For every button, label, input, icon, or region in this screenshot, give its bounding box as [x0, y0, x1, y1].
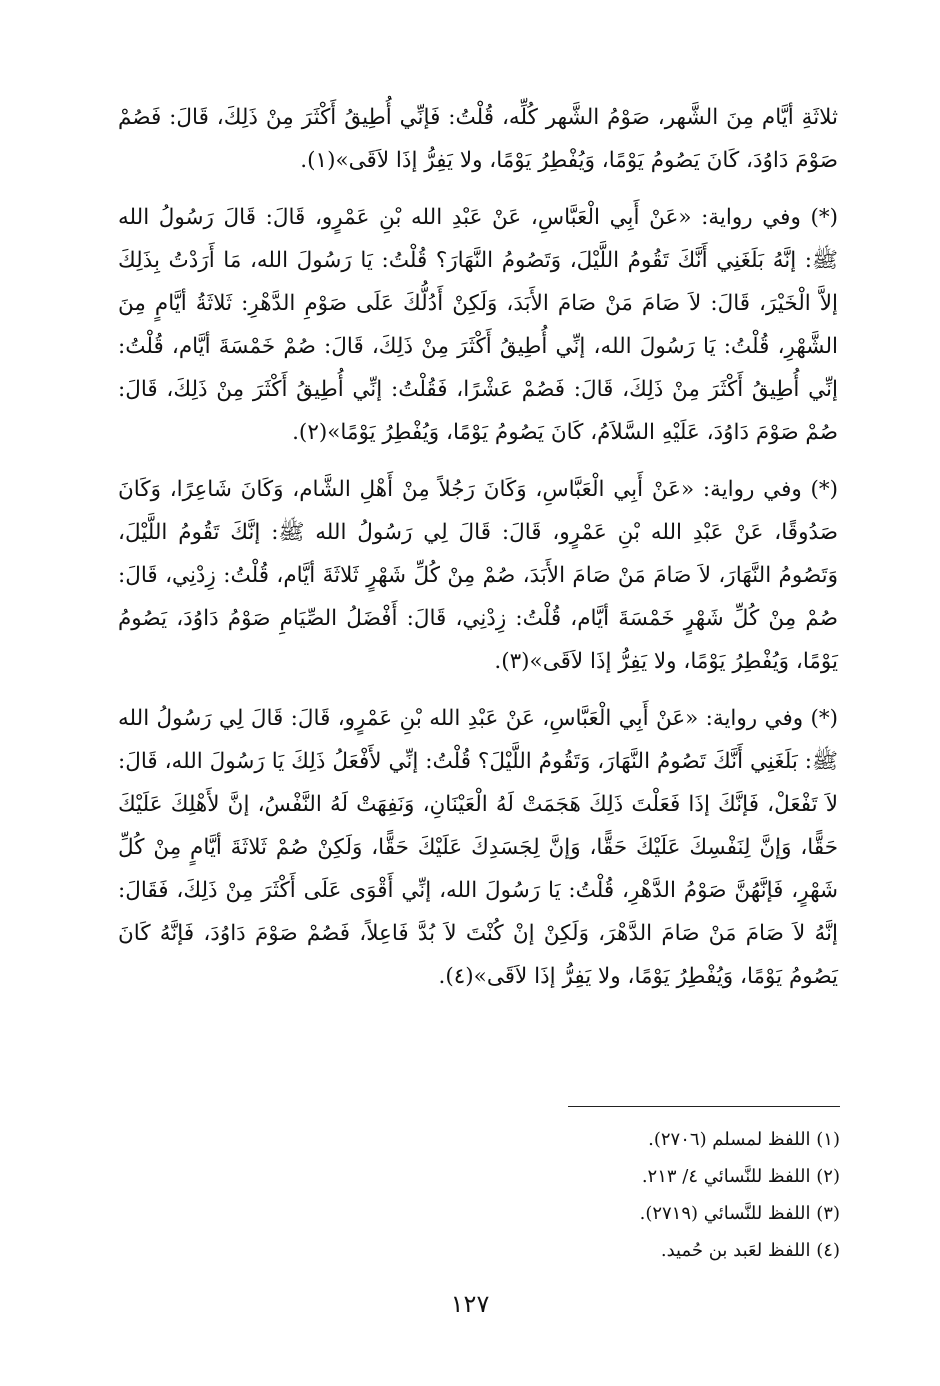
footnote: (٢) اللفظ للنَّسائي ٤/ ٢١٣.	[641, 1166, 840, 1187]
paragraph: (*) وفي رواية: «عَنْ أَبِي الْعَبَّاسِ، عَنْ عَبْدِ الله بْنِ عَمْرٍو، قَالَ: قَالَ رَسُولُ الله ﷺ: إنَّهُ بَلَغَنِي أَنَّكَ تَقُومُ اللَّيْلَ، وَتَصُومُ النَّهَارَ؟ قُلْتُ: يَا رَسُولَ الله، مَا أَرَدْتُ بِذَلِكَ إلاَّ الْخَيْرَ، قَالَ: لاَ صَامَ مَنْ صَامَ الأَبَدَ، وَلَكِنْ أَدُلُّكَ عَلَى صَوْمِ الدَّهْرِ: ثَلاثَةُ أيَّامٍ مِنَ الشَّهْرِ، قُلْتُ: يَا رَسُولَ الله، إنِّي أُطِيقُ أَكْثَرَ مِنْ ذَلِكَ، قَالَ: صُمْ خَمْسَةَ أيَّام، قُلْتُ: إنِّي أُطِيقُ أَكْثَرَ مِنْ ذَلِكَ، قَالَ: فَصُمْ عَشْرًا، فَقُلْتُ: إنِّي أُطِيقُ أَكْثَرَ مِنْ ذَلِكَ، قَالَ: صُمْ صَوْمَ دَاوُدَ، عَلَيْهِ السَّلاَمُ، كَانَ يَصُومُ يَوْمًا، وَيُفْطِرُ يَوْمًا»(٢).	[118, 205, 838, 445]
footnote: (١) اللفظ لمسلم (٢٧٠٦).	[648, 1129, 840, 1150]
footnotes	[460, 1121, 840, 1269]
footnote: (٣) اللفظ للنَّسائي (٢٧١٩).	[639, 1203, 840, 1224]
paragraph: (*) وفي رواية: «عَنْ أَبِي الْعَبَّاسِ، وَكَانَ رَجُلاً مِنْ أَهْلِ الشَّام، وَكَانَ شَاعِرًا، وَكَانَ صَدُوقًا، عَنْ عَبْدِ الله بْنِ عَمْرٍو، قَالَ: قَالَ لِي رَسُولُ الله ﷺ: إنَّكَ تَقُومُ اللَّيْلَ، وَتَصُومُ النَّهَارَ، لاَ صَامَ مَنْ صَامَ الأَبَدَ، صُمْ مِنْ كُلِّ شَهْرٍ ثَلاثَةَ أيَّام، قُلْتُ: زِدْنِي، قَالَ: صُمْ مِنْ كُلِّ شَهْرٍ خَمْسَةَ أيَّام، قُلْتُ: زِدْنِي، قَالَ: أَفْضَلُ الصِّيَامِ صَوْمُ دَاوُدَ، يَصُومُ يَوْمًا، وَيُفْطِرُ يَوْمًا، ولا يَفِرُّ إذَا لاَقَى»(٣).	[118, 477, 838, 674]
page-number: ١٢٧	[450, 1290, 490, 1318]
paragraph: ثلاثَةِ أيَّام مِنَ الشَّهر، صَوْمُ الشَّهر كُلِّه، قُلْتُ: فَإنِّي أُطِيقُ أَكْثَرَ مِنْ ذَلِكَ، قَالَ: فَصُمْ صَوْمَ دَاوُدَ، كَانَ يَصُومُ يَوْمًا، وَيُفْطِرُ يَوْمًا، ولا يَفِرُّ إذَا لاَقَى»(١).	[118, 105, 838, 173]
paragraph: (*) وفي رواية: «عَنْ أَبِي الْعَبَّاسِ، عَنْ عَبْدِ الله بْنِ عَمْرٍو، قَالَ: قَالَ لِي رَسُولُ الله ﷺ: بَلَغَنِي أَنَّكَ تَصُومُ النَّهَارَ، وَتَقُومُ اللَّيْلَ؟ قُلْتُ: إنِّي لأَفْعَلُ ذَلِكَ يَا رَسُولَ الله، قَالَ: لاَ تَفْعَلْ، فَإنَّكَ إذَا فَعَلْتَ ذَلِكَ هَجَمَتْ لَهُ الْعَيْنَانِ، وَنَفِهَتْ لَهُ النَّفْسُ، إنَّ لأَهْلِكَ عَلَيْكَ حَقًّا، وَإنَّ لِنَفْسِكَ عَلَيْكَ حَقًّا، وَإنَّ لِجَسَدِكَ عَلَيْكَ حَقًّا، وَلَكِنْ صُمْ ثَلاثَةَ أيَّامٍ مِنْ كُلِّ شَهْرٍ، فَإنَّهُنَّ صَوْمُ الدَّهْرِ، قُلْتُ: يَا رَسُولَ الله، إنِّي أَقْوَى عَلَى أَكْثَرَ مِنْ ذَلِكَ، فَقَالَ: إنَّهُ لاَ صَامَ مَنْ صَامَ الدَّهْرَ، وَلَكِنْ إنْ كُنْتَ لاَ بُدَّ فَاعِلاً، فَصُمْ صَوْمَ دَاوُدَ، فَإنَّهُ كَانَ يَصُومُ يَوْمًا، وَيُفْطِرُ يَوْمًا، ولا يَفِرُّ إذَا لاَقَى»(٤).	[118, 706, 838, 989]
footnote: (٤) اللفظ لعَبد بن حُميد.	[660, 1240, 840, 1261]
main-text	[118, 96, 838, 1012]
footnote-divider	[568, 1106, 840, 1107]
